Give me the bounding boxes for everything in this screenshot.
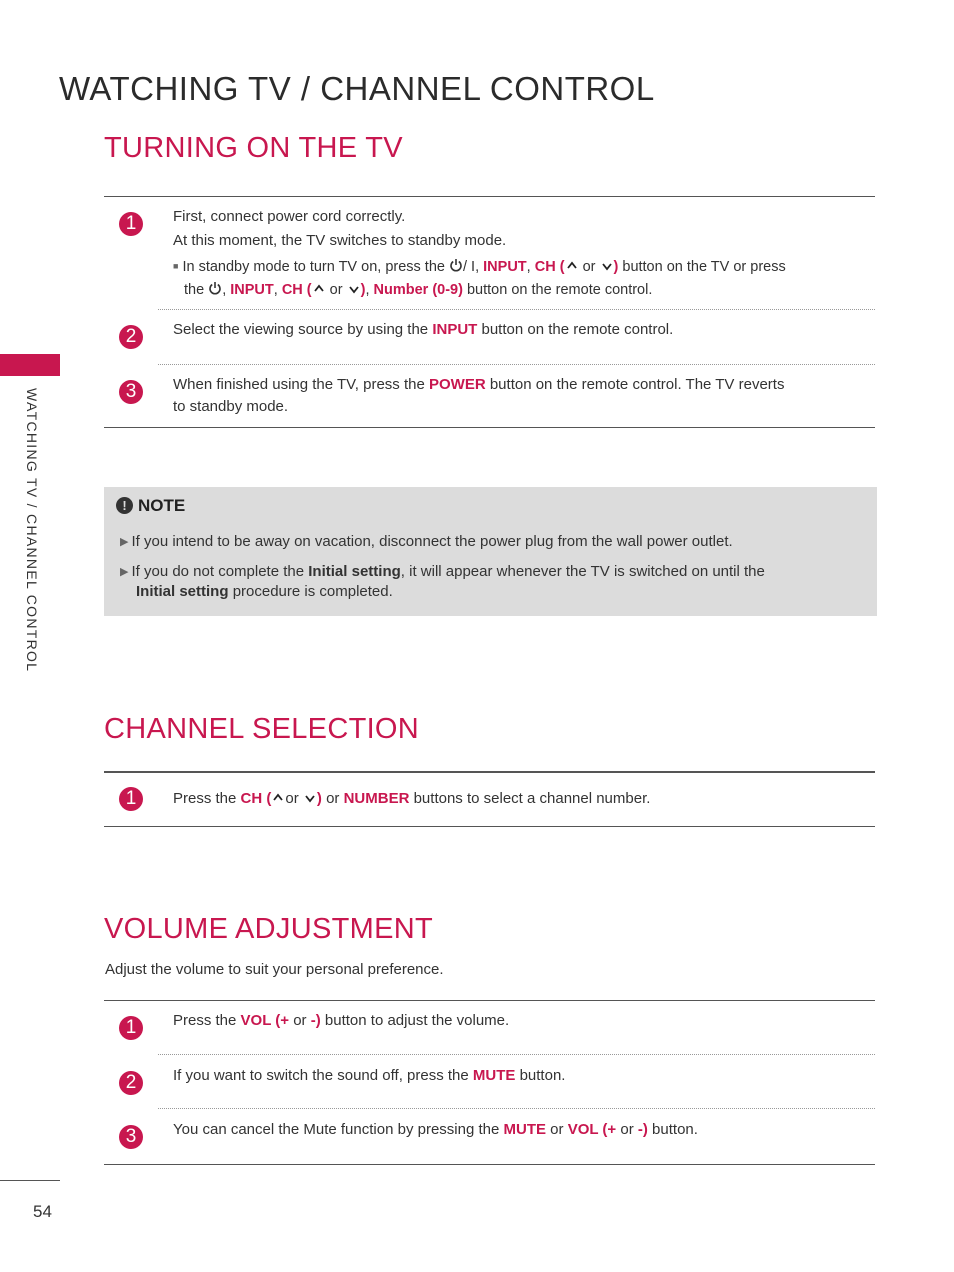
volume-adjustment-title: VOLUME ADJUSTMENT	[104, 913, 433, 945]
text: buttons to select a channel number.	[413, 790, 651, 807]
mute-button-label: MUTE	[472, 1067, 516, 1084]
text: Press the	[173, 790, 237, 807]
text: If you intend to be away on vacation, disconnect the power plug from the wall power outlet.	[131, 533, 733, 550]
text: or	[285, 790, 299, 807]
vol-plus-label: VOL (+	[240, 1012, 290, 1029]
text: button on the remote control. The TV reverts	[489, 376, 785, 393]
square-bullet-icon: ■	[173, 261, 179, 271]
step-text	[173, 319, 873, 341]
step-number: 1	[119, 787, 143, 811]
vol-minus-label: -)	[310, 1012, 321, 1029]
input-button-label: INPUT	[432, 321, 478, 338]
ch-button-label: CH (	[240, 790, 272, 807]
step-text	[173, 1010, 873, 1032]
step-divider	[158, 364, 875, 365]
section-rule	[104, 826, 875, 827]
text: button.	[652, 1121, 698, 1138]
text: )	[316, 790, 322, 807]
volume-intro: Adjust the volume to suit your personal preference.	[105, 961, 444, 978]
text: button on the TV or press	[622, 259, 786, 275]
step-text	[173, 1119, 873, 1141]
step-number: 1	[119, 1016, 143, 1040]
number-button-label: Number (0-9)	[373, 282, 463, 298]
note-title: NOTE	[138, 496, 186, 515]
triangle-bullet-icon: ▶	[120, 566, 129, 578]
text: or	[326, 790, 340, 807]
step-subnote	[173, 255, 873, 302]
page-number: 54	[33, 1202, 52, 1221]
text: ,	[273, 282, 278, 298]
triangle-bullet-icon: ▶	[120, 536, 129, 548]
note-box	[104, 487, 877, 616]
step-divider	[158, 1054, 875, 1055]
text: button.	[519, 1067, 566, 1084]
chevron-down-icon	[303, 792, 317, 804]
step-text	[173, 788, 873, 810]
step-number: 2	[119, 325, 143, 349]
text: button on the remote control.	[481, 321, 674, 338]
step-text	[173, 1065, 873, 1087]
vol-minus-label: -)	[637, 1121, 648, 1138]
text: or	[293, 1012, 307, 1029]
side-section-label: WATCHING TV / CHANNEL CONTROL	[24, 388, 40, 673]
text: In standby mode to turn TV on, press the	[182, 259, 445, 275]
initial-setting-label: Initial setting	[136, 583, 229, 600]
section-rule	[104, 771, 875, 773]
exclamation-icon: !	[116, 497, 133, 514]
power-icon	[208, 281, 222, 296]
step-number: 3	[119, 380, 143, 404]
text: ,	[526, 259, 531, 275]
text: or	[620, 1121, 634, 1138]
section-rule	[104, 196, 875, 197]
text: )	[360, 282, 366, 298]
step-text	[173, 206, 873, 252]
text: )	[613, 259, 619, 275]
text: button on the remote control.	[466, 282, 653, 298]
section-rule	[104, 1000, 875, 1001]
text: or	[582, 259, 596, 275]
power-icon	[449, 258, 463, 273]
ch-button-label: CH (	[534, 259, 565, 275]
chevron-up-icon	[312, 283, 326, 295]
text: button to adjust the volume.	[324, 1012, 510, 1029]
input-button-label: INPUT	[483, 259, 527, 275]
note-item	[120, 562, 862, 602]
vol-plus-label: VOL (+	[567, 1121, 617, 1138]
text: When finished using the TV, press the	[173, 376, 425, 393]
initial-setting-label: Initial setting	[308, 563, 401, 580]
text: Select the viewing source by using the	[173, 321, 429, 338]
power-button-label: POWER	[429, 376, 486, 393]
input-button-label: INPUT	[230, 282, 274, 298]
step-divider	[158, 1108, 875, 1109]
ch-button-label: CH (	[281, 282, 312, 298]
step-number: 1	[119, 212, 143, 236]
section-rule	[104, 1164, 875, 1165]
step-number: 2	[119, 1071, 143, 1095]
footer-rule	[0, 1180, 60, 1181]
text: / I,	[463, 259, 480, 275]
text: procedure is completed.	[232, 583, 393, 600]
text: If you do not complete the	[131, 563, 305, 580]
page-title: WATCHING TV / CHANNEL CONTROL	[59, 70, 655, 107]
text: Press the	[173, 1012, 237, 1029]
text: , it will appear whenever the TV is switched on until the	[400, 563, 765, 580]
chevron-up-icon	[565, 260, 579, 272]
text: or	[550, 1121, 564, 1138]
mute-button-label: MUTE	[503, 1121, 546, 1138]
chevron-down-icon	[600, 260, 614, 272]
step-divider	[158, 309, 875, 310]
text: ,	[365, 282, 370, 298]
section-rule	[104, 427, 875, 428]
note-heading	[116, 496, 185, 516]
text: You can cancel the Mute function by pressing the	[173, 1121, 500, 1138]
text: or	[329, 282, 343, 298]
chevron-down-icon	[347, 283, 361, 295]
number-button-label: NUMBER	[343, 790, 410, 807]
chevron-up-icon	[271, 792, 285, 804]
turning-on-title: TURNING ON THE TV	[104, 132, 403, 164]
step-text	[173, 374, 873, 418]
sidebar-tab-marker	[0, 354, 60, 376]
channel-selection-title: CHANNEL SELECTION	[104, 713, 420, 745]
step-line: First, connect power cord correctly.	[173, 208, 406, 225]
text: to standby mode.	[173, 398, 289, 415]
note-item	[120, 532, 862, 552]
text: the	[184, 282, 205, 298]
text: ,	[222, 282, 227, 298]
step-number: 3	[119, 1125, 143, 1149]
text: If you want to switch the sound off, press the	[173, 1067, 469, 1084]
step-line: At this moment, the TV switches to standby mode.	[173, 232, 507, 249]
